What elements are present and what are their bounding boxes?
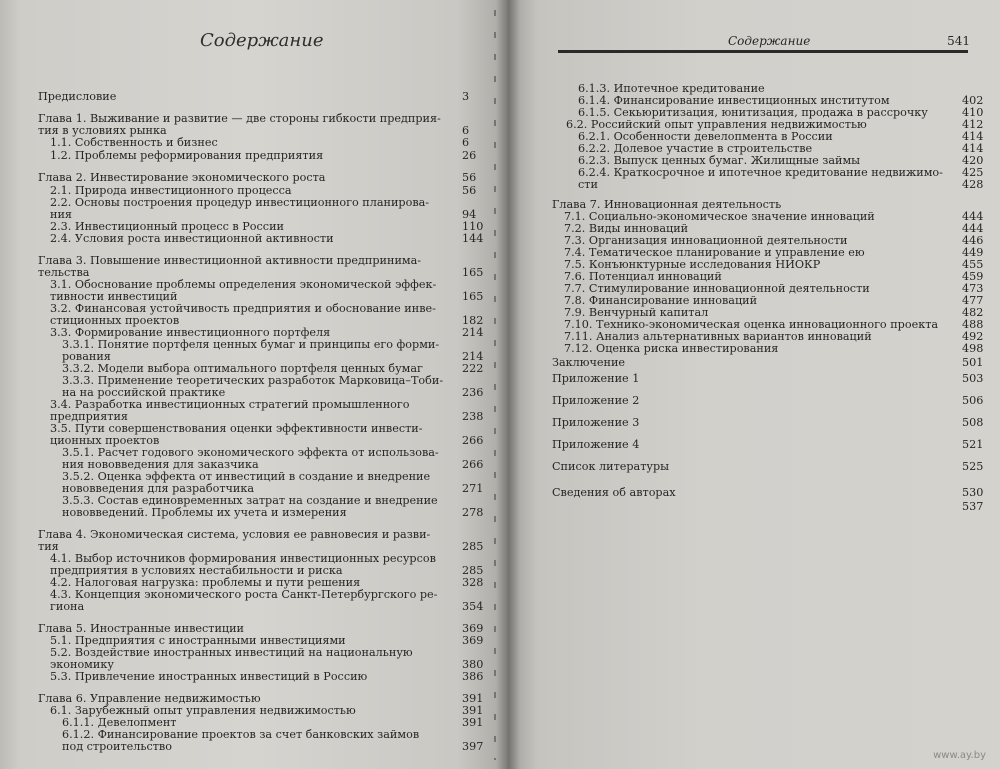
toc-entry-text: 3.3.3. Применение теоретических разработок Марковица–Тоби-	[62, 374, 444, 387]
toc-entry-text: 6.2.4. Краткосрочное и ипотечное кредитование недвижимо-	[578, 166, 943, 179]
toc-entry-text: 7.2. Виды инноваций	[564, 222, 689, 235]
toc-page-number: 446	[962, 234, 984, 247]
toc-page-number: 391	[462, 692, 484, 705]
toc-entry-text: предприятия в условиях нестабильности и риска	[50, 564, 343, 577]
toc-page-number: 6	[462, 124, 470, 137]
toc-page-number: 214	[462, 350, 484, 363]
toc-entry-text: 3.3. Формирование инвестиционного портфеля	[50, 326, 331, 339]
toc-page-number: 56	[462, 184, 477, 197]
toc-entry-text: 2.3. Инвестиционный процесс в России	[50, 220, 284, 233]
toc-entry-text: Глава 7. Инновационная деятельность	[552, 198, 782, 211]
toc-entry-text: Заключение	[552, 356, 626, 369]
toc-entry-text: 3.1. Обоснование проблемы определения экономической эффек-	[50, 278, 437, 291]
toc-page-number: 56	[462, 171, 477, 184]
toc-entry-text: 3.5. Пути совершенствования оценки эффективности инвести-	[50, 422, 423, 435]
toc-page-number: 492	[962, 330, 984, 343]
toc-page-number: 455	[962, 258, 984, 271]
toc-entry-text: 1.2. Проблемы реформирования предприятия	[50, 149, 324, 162]
toc-page-number: 449	[962, 246, 984, 259]
toc-page-number: 222	[462, 362, 484, 375]
toc-page-number: 369	[462, 634, 484, 647]
toc-page-number: 428	[962, 178, 984, 191]
toc-page-number: 271	[462, 482, 484, 495]
toc-page-number: 266	[462, 434, 484, 447]
toc-entry-text: Приложение 1	[552, 372, 640, 385]
toc-page-number: 6	[462, 136, 470, 149]
toc-entry-text: гиона	[50, 600, 85, 613]
toc-entry-text: 7.12. Оценка риска инвестирования	[564, 342, 779, 355]
toc-entry-text: 7.7. Стимулирование инновационной деятельности	[564, 282, 870, 295]
toc-entry-text: 6.2. Российский опыт управления недвижимостью	[566, 118, 867, 131]
toc-page-number: 386	[462, 670, 484, 683]
toc-page-number: 3	[462, 90, 470, 103]
toc-entry-text: 7.1. Социально-экономическое значение инноваций	[564, 210, 875, 223]
toc-entry-text: тельства	[38, 266, 90, 279]
toc-entry-text: 4.2. Налоговая нагрузка: проблемы и пути решения	[50, 576, 361, 589]
running-header-title: Содержание	[728, 34, 811, 48]
toc-entry-text: 7.11. Анализ альтернативных вариантов инноваций	[564, 330, 872, 343]
toc-page-number: 110	[462, 220, 484, 233]
toc-page-number: 144	[462, 232, 484, 245]
toc-page-number: 488	[962, 318, 984, 331]
book-gutter	[496, 0, 520, 769]
toc-page-number: 391	[462, 716, 484, 729]
toc-entry-text: Глава 5. Иностранные инвестиции	[38, 622, 245, 635]
toc-entry-text: Глава 6. Управление недвижимостью	[38, 692, 261, 705]
toc-entry-text: 1.1. Собственность и бизнес	[50, 136, 218, 149]
toc-entry-text: 3.5.3. Состав единовременных затрат на создание и внедрение	[62, 494, 438, 507]
toc-page-number: 537	[962, 500, 984, 513]
toc-right	[508, 0, 1000, 769]
toc-entry-text: 6.1.4. Финансирование инвестиционных институтом	[578, 94, 890, 107]
toc-entry-text: 2.1. Природа инвестиционного процесса	[50, 184, 292, 197]
toc-entry-text: Глава 4. Экономическая система, условия ее равновесия и разви-	[38, 528, 431, 541]
toc-entry-text: Предисловие	[38, 90, 117, 103]
toc-page-number: 214	[462, 326, 484, 339]
toc-entry-text: 5.2. Воздействие иностранных инвестиций на национальную	[50, 646, 413, 659]
toc-page-number: 94	[462, 208, 477, 221]
toc-entry-text: 6.2.3. Выпуск ценных бумаг. Жилищные займы	[578, 154, 861, 167]
toc-page-number: 444	[962, 222, 984, 235]
page-number: 541	[947, 34, 970, 48]
toc-entry-text: нововведения для разработчика	[62, 482, 255, 495]
toc-entry-text: 4.1. Выбор источников формирования инвестиционных ресурсов	[50, 552, 436, 565]
toc-page-number: 236	[462, 386, 484, 399]
right-page	[508, 0, 1000, 769]
toc-page-number: 525	[962, 460, 984, 473]
toc-entry-text: 7.6. Потенциал инноваций	[564, 270, 722, 283]
toc-entry-text: 3.5.1. Расчет годового экономического эффекта от использова-	[62, 446, 439, 459]
toc-entry-text: экономику	[50, 658, 114, 671]
toc-page-number: 530	[962, 486, 984, 499]
toc-entry-text: 3.3.1. Понятие портфеля ценных бумаг и принципы его форми-	[62, 338, 440, 351]
toc-entry-text: ционных проектов	[50, 434, 160, 447]
toc-entry-text: тия в условиях рынка	[38, 124, 167, 137]
toc-entry-text: Приложение 4	[552, 438, 640, 451]
toc-page-number: 26	[462, 149, 477, 162]
toc-entry-text: на на российской практике	[62, 386, 226, 399]
toc-entry-text: 3.3.2. Модели выбора оптимального портфеля ценных бумаг	[62, 362, 423, 375]
toc-entry-text: предприятия	[50, 410, 128, 423]
toc-entry-text: 6.2.2. Долевое участие в строительстве	[578, 142, 813, 155]
toc-entry-text: 7.3. Организация инновационной деятельности	[564, 234, 848, 247]
toc-page-number: 182	[462, 314, 484, 327]
toc-entry-text: тия	[38, 540, 59, 553]
toc-page-number: 477	[962, 294, 984, 307]
toc-entry-text: 4.3. Концепция экономического роста Санкт-Петербургского ре-	[50, 588, 438, 601]
toc-entry-text: 6.1.2. Финансирование проектов за счет банковских займов	[62, 728, 420, 741]
toc-entry-text: Сведения об авторах	[552, 486, 676, 499]
toc-entry-text: ния	[50, 208, 72, 221]
toc-entry-text: Глава 2. Инвестирование экономического роста	[38, 171, 326, 184]
toc-entry-text: Приложение 2	[552, 394, 640, 407]
toc-entry-text: ния нововведения для заказчика	[62, 458, 259, 471]
toc-entry-text: 7.4. Тематическое планирование и управление ею	[564, 246, 865, 259]
toc-page-number: 266	[462, 458, 484, 471]
toc-page-number: 508	[962, 416, 984, 429]
toc-entry-text: 2.4. Условия роста инвестиционной активности	[50, 232, 334, 245]
toc-entry-text: 6.1.1. Девелопмент	[62, 716, 177, 729]
toc-page-number: 410	[962, 106, 984, 119]
toc-entry-text: 7.9. Венчурный капитал	[564, 306, 709, 319]
toc-entry-text: 7.5. Конъюнктурные исследования НИОКР	[564, 258, 821, 271]
toc-entry-text: 2.2. Основы построения процедур инвестиционного планирова-	[50, 196, 430, 209]
toc-page-number: 503	[962, 372, 984, 385]
toc-entry-text: 5.3. Привлечение иностранных инвестиций в Россию	[50, 670, 368, 683]
toc-page-number: 354	[462, 600, 484, 613]
toc-entry-text: сти	[578, 178, 598, 191]
toc-page-number: 412	[962, 118, 984, 131]
toc-page-number: 380	[462, 658, 484, 671]
page-title: Содержание	[200, 30, 324, 51]
binding-stitch	[494, 10, 496, 760]
toc-entry-text: нововведений. Проблемы их учета и измерения	[62, 506, 347, 519]
toc-page-number: 459	[962, 270, 984, 283]
toc-entry-text: тивности инвестиций	[50, 290, 178, 303]
toc-page-number: 285	[462, 540, 484, 553]
toc-entry-text: Список литературы	[552, 460, 670, 473]
toc-entry-text: 3.5.2. Оценка эффекта от инвестиций в создание и внедрение	[62, 470, 431, 483]
toc-page-number: 328	[462, 576, 484, 589]
toc-entry-text: 7.10. Технико-экономическая оценка инновационного проекта	[564, 318, 939, 331]
toc-page-number: 402	[962, 94, 984, 107]
toc-page-number: 420	[962, 154, 984, 167]
toc-page-number: 473	[962, 282, 984, 295]
toc-page-number: 165	[462, 266, 484, 279]
toc-page-number: 278	[462, 506, 484, 519]
toc-entry-text: Глава 1. Выживание и развитие — две стороны гибкости предприя-	[38, 112, 441, 125]
toc-page-number: 506	[962, 394, 984, 407]
toc-entry-text: 5.1. Предприятия с иностранными инвестициями	[50, 634, 346, 647]
toc-entry-text: 6.1. Зарубежный опыт управления недвижимостью	[50, 704, 356, 717]
toc-entry-text: стиционных проектов	[50, 314, 180, 327]
toc-page-number: 498	[962, 342, 984, 355]
toc-page-number: 165	[462, 290, 484, 303]
toc-entry-text: 7.8. Финансирование инноваций	[564, 294, 758, 307]
toc-entry-text: 6.1.5. Секьюритизация, юнитизация, продажа в рассрочку	[578, 106, 928, 119]
toc-page-number: 391	[462, 704, 484, 717]
toc-entry-text: 3.4. Разработка инвестиционных стратегий промышленного	[50, 398, 410, 411]
watermark: www.ay.by	[933, 750, 986, 761]
toc-page-number: 397	[462, 740, 484, 753]
toc-entry-text: Приложение 3	[552, 416, 640, 429]
toc-page-number: 501	[962, 356, 984, 369]
toc-page-number: 425	[962, 166, 984, 179]
toc-entry-text: Глава 3. Повышение инвестиционной активности предпринима-	[38, 254, 422, 267]
toc-page-number: 414	[962, 142, 984, 155]
toc-page-number: 285	[462, 564, 484, 577]
toc-entry-text: 3.2. Финансовая устойчивость предприятия и обоснование инве-	[50, 302, 436, 315]
toc-entry-text: под строительство	[62, 740, 172, 753]
toc-entry-text: рования	[62, 350, 111, 363]
toc-page-number: 369	[462, 622, 484, 635]
toc-page-number: 482	[962, 306, 984, 319]
toc-page-number: 414	[962, 130, 984, 143]
toc-entry-text: 6.2.1. Особенности девелопмента в России	[578, 130, 833, 143]
toc-page-number: 238	[462, 410, 484, 423]
toc-page-number: 444	[962, 210, 984, 223]
toc-page-number: 521	[962, 438, 984, 451]
toc-entry-text: 6.1.3. Ипотечное кредитование	[578, 82, 765, 95]
